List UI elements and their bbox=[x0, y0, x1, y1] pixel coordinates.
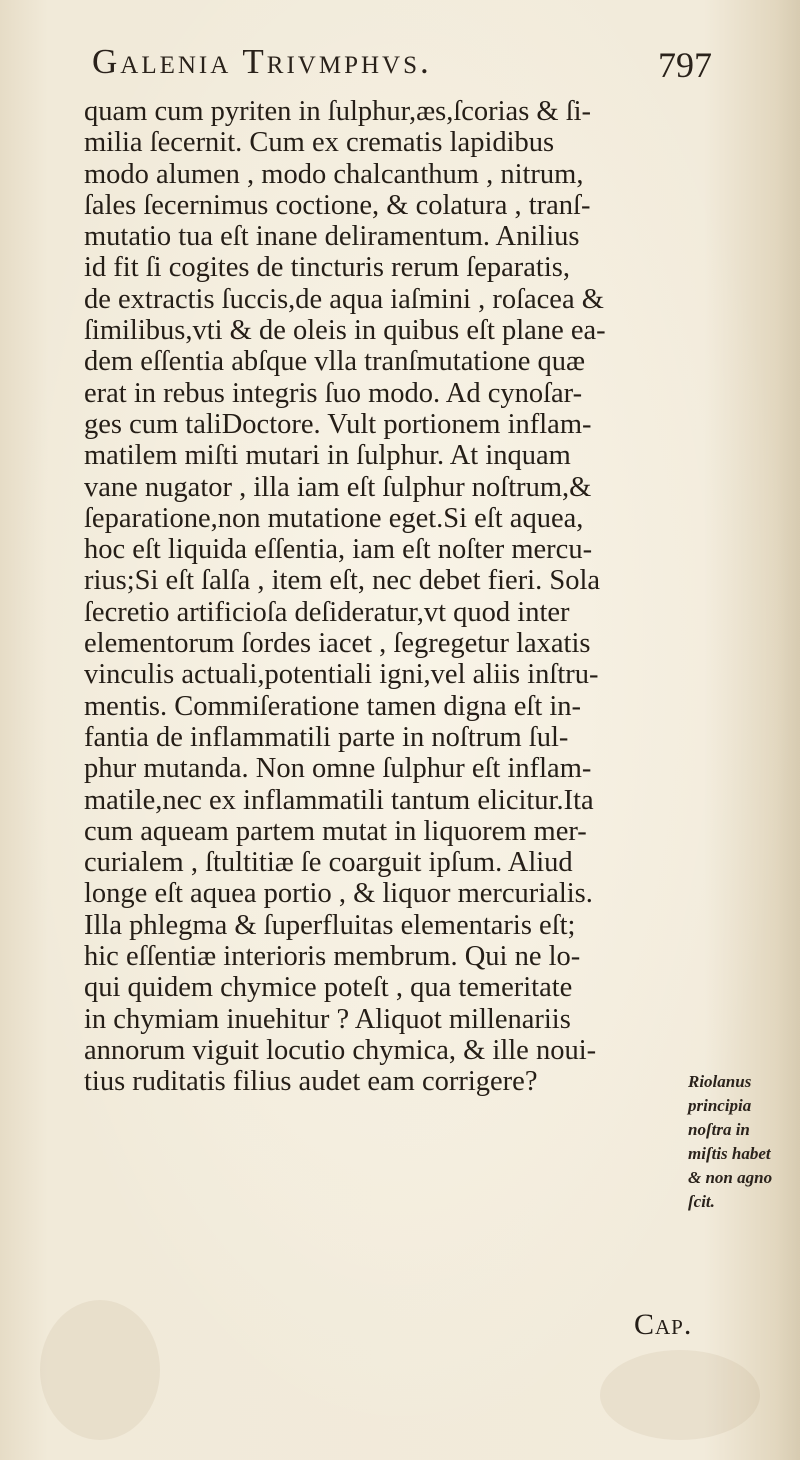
text-line: annorum viguit locutio chymica, & ille noui- bbox=[84, 1034, 597, 1066]
text-line: hoc eſt liquida eſſentia, iam eſt noſter mercu- bbox=[84, 534, 593, 566]
text-line: milia ſecernit. Cum ex crematis lapidibus bbox=[84, 127, 555, 159]
text-line: ſecretio artificioſa deſideratur,vt quod inter bbox=[84, 596, 570, 628]
text-line: vane nugator , illa iam eſt ſulphur noſtrum,& bbox=[84, 471, 592, 503]
text-line: tius ruditatis filius audet eam corrigere? bbox=[84, 1066, 538, 1098]
margin-note bbox=[688, 1070, 800, 1214]
text-line: matilem miſti mutari in ſulphur. At inquam bbox=[84, 440, 571, 472]
margin-note-line: miſtis habet bbox=[688, 1144, 771, 1163]
text-line: quam cum pyriten in ſulphur,æs,ſcorias & ſi- bbox=[84, 96, 592, 127]
text-line bbox=[84, 1129, 734, 1160]
margin-note-line: & non agno bbox=[688, 1168, 773, 1187]
text-line: curialem , ſtultitiæ ſe coarguit ipſum. Aliud bbox=[84, 847, 573, 879]
body-text bbox=[84, 96, 734, 1285]
page-number: 797 bbox=[658, 45, 712, 85]
margin-note-line: noſtra in bbox=[688, 1120, 750, 1139]
text-line: matile,nec ex inflammatili tantum elicitur.Ita bbox=[84, 784, 594, 816]
text-line: phur mutanda. Non omne ſulphur eſt inflam- bbox=[84, 753, 592, 785]
text-line bbox=[84, 1223, 734, 1254]
text-line: longe eſt aquea portio , & liquor mercurialis. bbox=[84, 878, 593, 910]
text-line bbox=[84, 1160, 734, 1191]
text-line: dem eſſentia abſque vlla tranſmutatione quæ bbox=[84, 346, 585, 378]
text-line: mutatio tua eſt inane deliramentum. Anilius bbox=[84, 221, 580, 253]
margin-note-line: ſcit. bbox=[688, 1192, 715, 1211]
text-line: elementorum ſordes iacet , ſegregetur laxatis bbox=[84, 628, 591, 660]
page-stain bbox=[600, 1350, 760, 1440]
margin-note-line: principia bbox=[688, 1096, 752, 1115]
text-line bbox=[84, 1191, 734, 1222]
text-line: ſales ſecernimus coctione, & colatura , tranſ- bbox=[84, 189, 591, 221]
text-line bbox=[84, 1098, 734, 1129]
text-line: ſeparatione,non mutatione eget.Si eſt aquea, bbox=[84, 502, 584, 534]
text-line: in chymiam inuehitur ? Aliquot millenariis bbox=[84, 1003, 571, 1035]
text-line: erat in rebus integris ſuo modo. Ad cynoſar- bbox=[84, 377, 583, 409]
text-line: hic eſſentiæ interioris membrum. Qui ne lo- bbox=[84, 941, 581, 973]
text-line: id fit ſi cogites de tincturis rerum ſeparatis, bbox=[84, 252, 570, 284]
text-line: de extractis ſuccis,de aqua iaſmini , roſacea & bbox=[84, 283, 604, 315]
catchword: Cap. bbox=[634, 1308, 693, 1341]
page-header bbox=[92, 42, 712, 86]
text-line: Illa phlegma & ſuperfluitas elementaris eſt; bbox=[84, 909, 576, 941]
running-head: Galenia Trivmphvs. bbox=[92, 42, 432, 81]
text-line: modo alumen , modo chalcanthum , nitrum, bbox=[84, 158, 584, 190]
text-line: cum aqueam partem mutat in liquorem mer- bbox=[84, 815, 587, 847]
text-line: ſimilibus,vti & de oleis in quibus eſt plane ea- bbox=[84, 315, 606, 347]
text-line: rius;Si eſt ſalſa , item eſt, nec debet fieri. Sola bbox=[84, 565, 601, 597]
text-line: vinculis actuali,potentiali igni,vel aliis inſtru- bbox=[84, 659, 599, 691]
text-line: ges cum taliDoctore. Vult portionem inflam- bbox=[84, 408, 592, 440]
text-line: qui quidem chymice poteſt , qua temeritate bbox=[84, 972, 573, 1004]
text-line: fantia de inflammatili parte in noſtrum ſul- bbox=[84, 721, 569, 753]
page-stain bbox=[40, 1300, 160, 1440]
text-line bbox=[84, 1254, 734, 1285]
margin-note-line: Riolanus bbox=[688, 1072, 752, 1091]
text-line: mentis. Commiſeratione tamen digna eſt in- bbox=[84, 690, 582, 722]
